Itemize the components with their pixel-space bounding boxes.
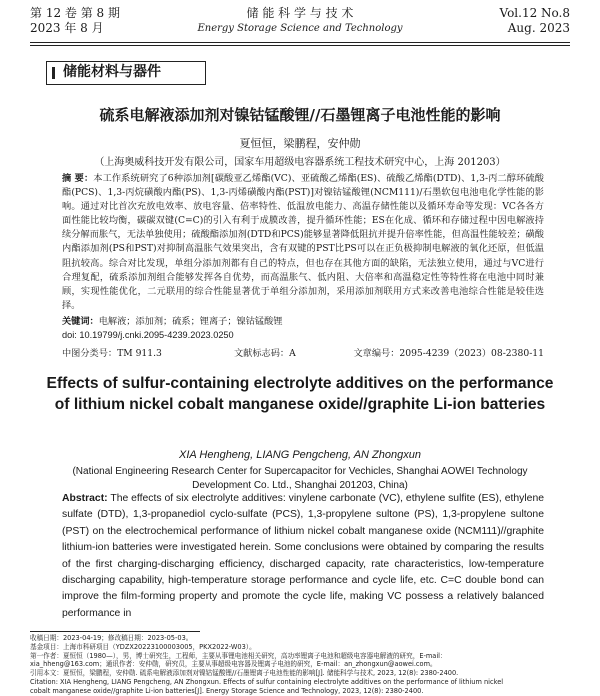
header-rule-thin (30, 45, 570, 46)
header-center (30, 6, 570, 36)
volume-en: Vol.12 No.8 (499, 6, 570, 20)
abstract-en (62, 491, 544, 621)
article-number: 文章编号：2095-4239（2023）08-2380-11 (353, 348, 544, 359)
journal-name-zh: 储 能 科 学 与 技 术 (246, 6, 354, 20)
section-label: 储能材料与器件 (46, 61, 206, 85)
doi (62, 330, 234, 340)
authors-en: XIA Hengheng, LIANG Pengcheng, AN Zhongxun (179, 449, 421, 461)
classification-line (62, 345, 544, 359)
abstract-zh-text: 本工作系统研究了6种添加剂[碳酸亚乙烯酯(VC)、亚硫酸乙烯酯(ES)、硫酸乙烯酯(DTD)、1,3-丙二醇环硫酸酯(PCS)、1,3-丙烷磺酸内酯(PS)、1,3-丙烯磺酸内酯(PST)]对镍钴锰酸锂(NCM111)/石墨软包电池电化学性能的影响。通过对比首次充放电效率、放电容量、倍率特性、低温放电能力、高温存储性能以及循环寿命等发现：VC各各方面性能比较均衡，碳碳双键(C=C)的引入有利于成膜改善，提升循环性能；ES在化成、循环和存储过程中因电解液持续分解而胀气，无法单独使用；硫酸酯添加剂(DTD和PCS)能够显著降低阻抗并提升倍率性能，但高温性能较差；磺酸内酯添加剂(PS和PST)对抑制高温胀气效果突出，含有双键的PST比PS可以在正负极抑制电解液的氧化还原，但低温阻抗较高。综合对比发现，单组分添加剂都有自己的特点，但也存在其他方面的缺陷，无法独立使用，通过与VC进行合理复配，硫系添加剂组合能够发挥各自优势，而高温胀气、低内阻、大倍率和高温稳定性等特性将在电池中同时兼顾，实现性能优化，二元联用的综合性能显著优于单组分添加剂，采用添加剂联用方式来改善电池综合性能是较佳选择。 (62, 173, 544, 311)
abstract-zh (62, 172, 544, 315)
keywords-zh-label: 关键词： (62, 316, 99, 327)
document-code: 文献标志码：A (234, 348, 296, 359)
date-zh: 2023 年 8 月 (30, 21, 104, 35)
header-rule-thick (30, 42, 570, 43)
doi-link[interactable]: 10.19799/j.cnki.2095-4239.2023.0250 (79, 330, 234, 340)
clc-number: 中图分类号：TM 911.3 (62, 348, 162, 359)
footnote-contact: xia_hheng@163.com；通讯作者：安仲勋，研究员，主要从事超级电容器及锂离子电池的研究，E-mail：an_zhongxun@aowei.com。 (30, 660, 437, 669)
authors-zh: 夏恒恒，梁鹏程，安仲勋 (239, 137, 361, 150)
footnote-funding: 基金项目：上海市科研项目（YDZX20223100003005，PKX2022-W03）。 (30, 642, 256, 651)
header-right (500, 6, 571, 36)
affiliation-zh: （上海奥威科技开发有限公司，国家车用超级电容器系统工程技术研究中心，上海 201203） (94, 157, 506, 168)
affiliation-en: (National Engineering Research Center for Supercapacitor for Vechicles, Shanghai AOWEI Technology Development Co. Ltd., Shanghai 201203, China) (72, 466, 528, 491)
volume-zh: 第 12 卷 第 8 期 (30, 6, 120, 20)
footnote-received: 收稿日期：2023-04-19；修改稿日期：2023-05-03。 (30, 634, 193, 642)
abstract-zh-label: 摘 要： (62, 173, 94, 184)
abstract-en-text: The effects of six electrolyte additives: vinylene carbonate (VC), ethylene sulfite (ES), ethylene sulfate (DTD), 1,3-propanediol cyclo-sulfate (PCS), 1,3-propylene sultone (PS), 1,3-propylene sultone (PST) on the electrochemical performance of lithium nickel cobalt manganese oxide (NCM111)//graphite lithium-ion batteries were investigated herein. Some conclusions were obtained by comparing the results of the first charging-discharging efficiency, discharged capacity, rate characteristics, low-temperature discharging capability, high-temperature storage performance and cycle life, etc. C=C double bond can improve the film-forming property and promote the cycle life, making VC possess a relatively balanced performance in (62, 493, 544, 619)
date-en: Aug. 2023 (507, 21, 570, 35)
journal-name-en: Energy Storage Science and Technology (197, 23, 403, 34)
footnotes (30, 634, 576, 696)
keywords-zh-text: 电解液；添加剂；硫系；锂离子；镍钴锰酸锂 (98, 316, 283, 327)
title-en: Effects of sulfur-containing electrolyte additives on the performance of lithium nickel cobalt manganese oxide//graphite Li-ion batteries (46, 375, 554, 413)
footnote-citation-en-cont: cobalt manganese oxide//graphite Li-ion batteries[J]. Energy Storage Science and Technology, 2023, 12(8): 2380-2400. (30, 686, 424, 695)
title-zh: 硫系电解液添加剂对镍钴锰酸锂//石墨锂离子电池性能的影响 (99, 106, 501, 124)
abstract-en-label: Abstract: (62, 493, 108, 504)
footnote-citation-en: Citation: XIA Hengheng, LIANG Pengcheng, AN Zhongxun. Effects of sulfur containing electrolyte additives on the performance of lithium nickel (30, 677, 504, 686)
keywords-zh (62, 315, 544, 329)
footnote-rule (30, 631, 200, 632)
doi-label: doi: (62, 330, 80, 340)
footnote-citation-zh: 引用本文：夏恒恒，梁鹏程，安仲勋. 硫系电解液添加剂对镍钴锰酸锂//石墨锂离子电池性能的影响[J]. 储能科学与技术, 2023, 12(8): 2380-2400. (30, 669, 459, 678)
footnote-first-author: 第一作者：夏恒恒（1980—），男，博士研究生，工程师，主要从事锂电池相关研究，高功率锂离子电池和超级电容器电解液的研究，E-mail： (30, 651, 447, 660)
running-header (30, 6, 570, 40)
